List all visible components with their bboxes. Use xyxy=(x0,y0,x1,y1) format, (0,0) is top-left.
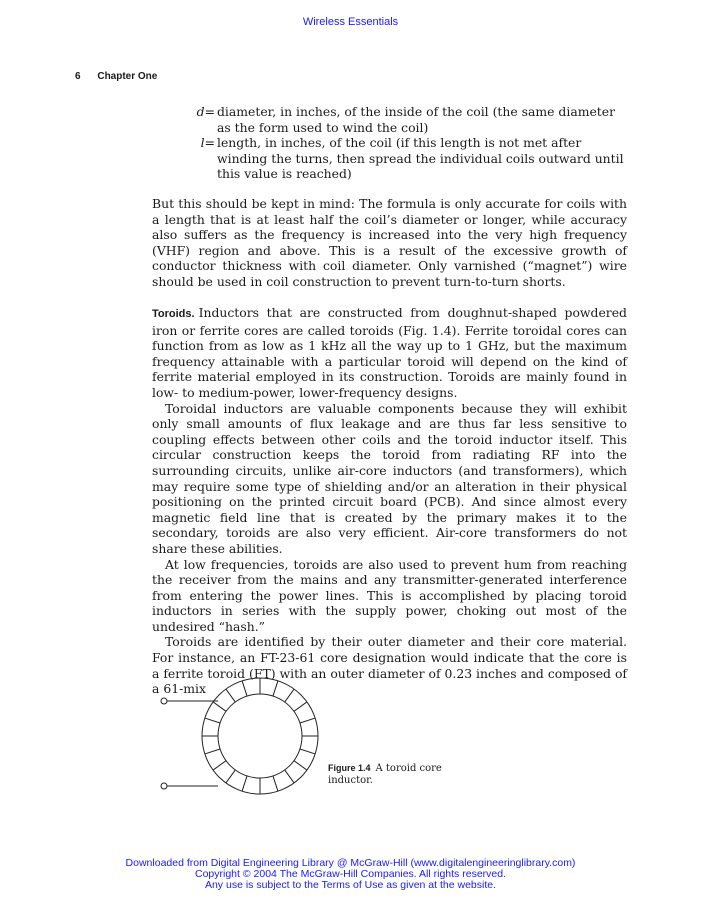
winding-segment xyxy=(213,761,226,770)
paragraph-intro: But this should be kept in mind: The formula is only accurate for coils with a length that is at least half the coil’s diameter or longer, while accuracy also suffers as the frequency is increased into the very high frequency (VHF) region and above. This is a result of the excessive growth of conductor thickness with coil diameter. Only varnished (“magnet”) wire should be used in coil construction to prevent turn-to-turn shorts. xyxy=(152,196,627,289)
terminal-bottom xyxy=(161,783,167,789)
winding-segment xyxy=(226,770,235,783)
variable-definitions xyxy=(183,104,625,182)
toroids-paragraph-1: Toroids. Inductors that are constructed from doughnut-shaped powdered iron or ferrite cores are called toroids (Fig. 1.4). Ferrite toroidal cores can function from as low as 1 kHz all the way up to 1 GHz, but the maximum frequency attainable with a particular toroid will depend on the kind of ferrite material employed in its construction. Toroids are mainly found in low- to medium-power, lower-frequency designs. xyxy=(152,305,627,400)
chapter-title: Chapter One xyxy=(97,71,158,82)
winding-segment xyxy=(273,776,278,791)
terminal-top xyxy=(161,698,167,704)
definition-symbol: l xyxy=(200,135,205,151)
definition-d: d= diameter, in inches, of the inside of the coil (the same diameter as the form used to wind the coil) xyxy=(183,104,625,135)
figure-label: Figure 1.4 xyxy=(328,763,371,773)
winding-segment xyxy=(294,702,307,711)
footer-download-link[interactable]: Downloaded from Digital Engineering Library @ McGraw-Hill (www.digitalengineeringlibrary.com) xyxy=(125,857,576,869)
lead-wires xyxy=(161,698,218,789)
winding-segment xyxy=(285,770,294,783)
winding-segment xyxy=(300,718,315,723)
page-number: 6 xyxy=(75,71,81,82)
figure-caption-text: A toroid core inductor. xyxy=(328,763,442,786)
winding-segment xyxy=(242,776,247,791)
definition-symbol: d xyxy=(196,104,205,119)
footer-terms[interactable]: Any use is subject to the Terms of Use as given at the website. xyxy=(204,879,497,891)
definition-text: diameter, in inches, of the inside of the coil (the same diameter as the form used to wind the coil) xyxy=(217,104,616,135)
winding-segment xyxy=(273,681,278,696)
footer-copyright[interactable]: Copyright © 2004 The McGraw-Hill Companies. All rights reserved. xyxy=(195,868,506,880)
winding-segment xyxy=(294,761,307,770)
winding-segment xyxy=(300,749,315,754)
winding-segment xyxy=(213,702,226,711)
winding-segment xyxy=(205,749,220,754)
winding-segment xyxy=(205,718,220,723)
header-link[interactable]: Wireless Essentials xyxy=(302,16,399,28)
definition-l: l= length, in inches, of the coil (if this length is not met after winding the turns, then spread the individual coils outward until this value is reached) xyxy=(200,135,624,182)
toroid-outer-ring xyxy=(202,678,318,794)
section-heading: Toroids. xyxy=(152,308,195,320)
running-head xyxy=(75,71,157,82)
toroid-core-illustration xyxy=(202,678,318,794)
toroids-paragraph-3: At low frequencies, toroids are also used to prevent hum from reaching the receiver from the mains and any transmitter-generated interference from entering the power lines. This is accomplished by placing toroid inductors in series with the supply power, choking out most of the undesired “hash.” xyxy=(152,556,627,634)
toroids-paragraph-4: Toroids are identified by their outer diameter and their core material. For instance, an FT-23-61 core designation would indicate that the core is a ferrite toroid (FT) with an outer diameter of 0.23 inches and composed of a 61-mix xyxy=(152,634,627,697)
toroids-section xyxy=(152,305,627,697)
winding-segment xyxy=(242,681,247,696)
toroid-figure xyxy=(150,676,330,806)
winding-segment xyxy=(226,689,235,702)
winding-segment xyxy=(285,689,294,702)
toroids-paragraph-2: Toroidal inductors are valuable components because they will exhibit only small amounts of flux leakage and are thus far less sensitive to coupling effects between other coils and the toroid inductor itself. This circular construction keeps the toroid from radiating RF into the surrounding circuits, unlike air-core inductors (and transformers), which may require some type of shielding and/or an alteration in their physical positioning on the printed circuit board (PCB). And since almost every magnetic field line that is created by the primary makes it to the secondary, toroids are also very efficient. Air-core transformers do not share these abilities. xyxy=(152,400,627,556)
footer xyxy=(0,858,701,891)
figure-caption xyxy=(328,762,468,787)
definition-text: length, in inches, of the coil (if this length is not met after winding the turns, then spread the individual coils outward until this value is reached) xyxy=(217,135,624,182)
toroid-inner-ring xyxy=(218,694,302,778)
